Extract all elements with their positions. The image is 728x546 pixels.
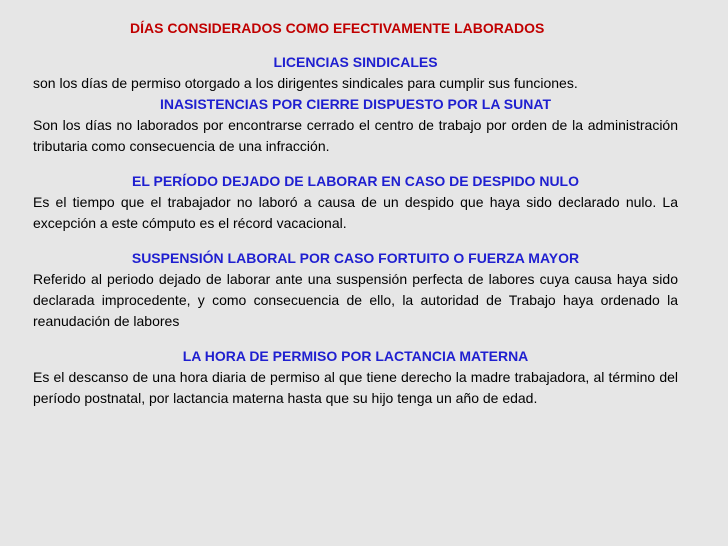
spacer xyxy=(33,332,678,346)
section-lactancia-materna xyxy=(33,346,678,409)
section-suspension-laboral xyxy=(33,248,678,332)
section-body: Son los días no laborados por encontrarse cerrado el centro de trabajo por orden de la administración tributaria como consecuencia de una infracción. xyxy=(33,117,678,154)
section-heading: LICENCIAS SINDICALES xyxy=(273,54,438,70)
section-body: son los días de permiso otorgado a los dirigentes sindicales para cumplir sus funciones. xyxy=(33,75,578,91)
section-heading: INASISTENCIAS POR CIERRE DISPUESTO POR LA SUNAT xyxy=(159,96,551,112)
spacer xyxy=(33,157,678,171)
section-heading: SUSPENSIÓN LABORAL POR CASO FORTUITO O FUERZA MAYOR xyxy=(131,250,580,266)
section-body: Referido al periodo dejado de laborar ante una suspensión perfecta de labores cuya causa haya sido declarada improcedente, y como consecuencia de ello, la autoridad de Trabajo haya ordenado la reanudación de labores xyxy=(33,271,678,329)
slide-content xyxy=(33,52,678,409)
section-body: Es el descanso de una hora diaria de permiso al que tiene derecho la madre trabajadora, al término del período postnatal, por lactancia materna hasta que su hijo tenga un año de edad. xyxy=(33,369,678,406)
section-despido-nulo xyxy=(33,171,678,234)
section-licencias-sindicales xyxy=(33,52,678,94)
slide-title: DÍAS CONSIDERADOS COMO EFECTIVAMENTE LABORADOS xyxy=(130,20,545,36)
spacer xyxy=(33,234,678,248)
section-heading: EL PERÍODO DEJADO DE LABORAR EN CASO DE DESPIDO NULO xyxy=(131,173,579,189)
section-body: Es el tiempo que el trabajador no laboró a causa de un despido que haya sido declarado nulo. La excepción a este cómputo es el récord vacacional. xyxy=(33,194,678,231)
section-heading: LA HORA DE PERMISO POR LACTANCIA MATERNA xyxy=(182,348,529,364)
section-inasistencias-cierre xyxy=(33,94,678,157)
